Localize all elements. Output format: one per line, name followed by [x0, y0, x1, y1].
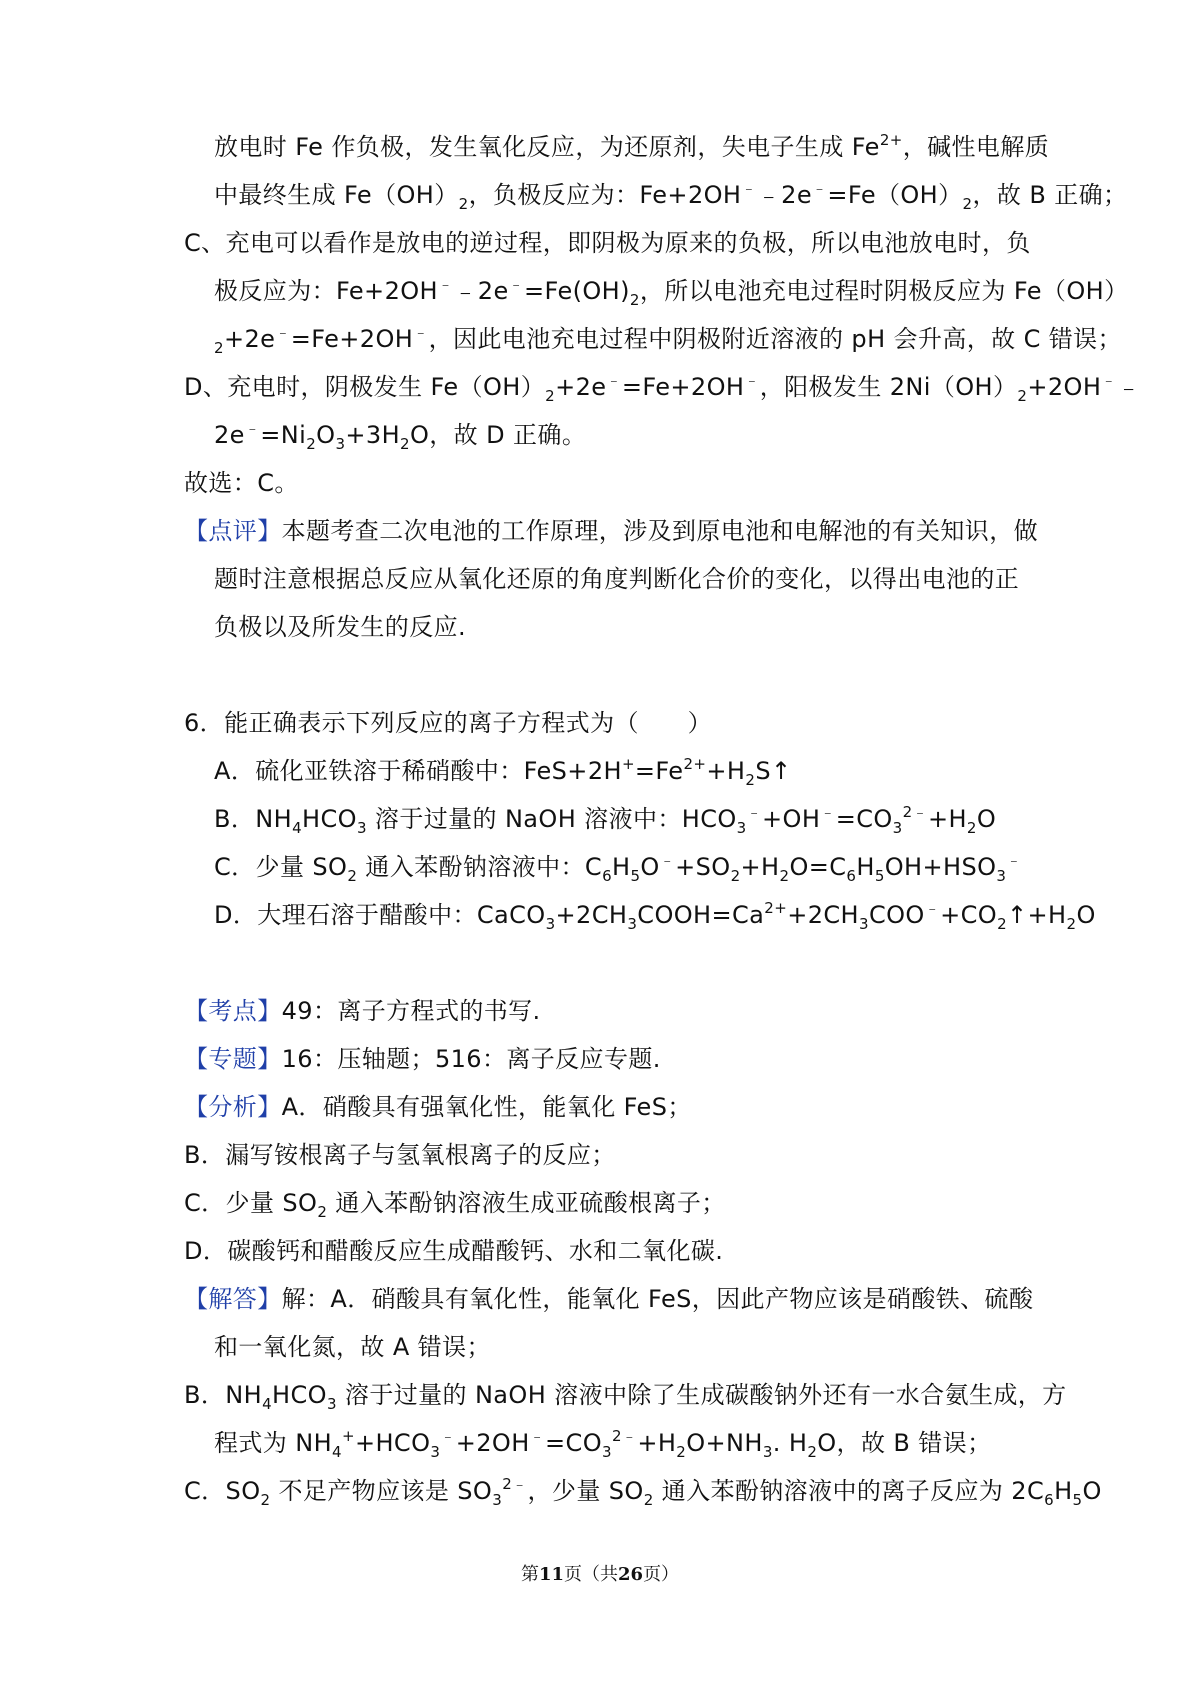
section-tag: 【分析】	[184, 1093, 282, 1121]
sub-text: 4	[262, 1395, 273, 1413]
sup-text: ﹣	[606, 371, 622, 389]
jieda-line-1	[184, 1284, 1033, 1314]
b-line-1	[214, 132, 1049, 162]
text-run: O	[976, 805, 997, 833]
d-line-2	[214, 419, 587, 453]
text-run: +OH	[762, 805, 821, 833]
sub-text: 5	[874, 867, 885, 885]
text-run: O	[1082, 1477, 1102, 1505]
sup-text: ﹣	[275, 323, 291, 341]
text-run: +2CH	[787, 901, 859, 929]
text-run: COOH=Ca	[637, 901, 765, 929]
sup-text: ﹣	[741, 179, 757, 197]
text-run: +HCO	[354, 1429, 431, 1457]
sub-text: 2	[545, 387, 556, 405]
text-run: O	[316, 421, 336, 449]
sub-text: 2	[779, 867, 790, 885]
sub-text: 3	[736, 819, 747, 837]
sub-text: 2	[966, 819, 977, 837]
sup-text: ﹣	[812, 179, 828, 197]
sup-text: 2﹣	[611, 1427, 638, 1445]
footer-middle: 页（共	[564, 1564, 618, 1585]
sub-text: 3	[335, 435, 346, 453]
option-b	[214, 803, 997, 837]
sub-text: 2	[458, 195, 469, 213]
comment-line-2	[214, 564, 1019, 594]
sup-text: 2+	[879, 131, 903, 149]
fenxi-line	[184, 1092, 692, 1122]
sub-text: 6	[1044, 1491, 1055, 1509]
sup-text: ﹣	[746, 803, 763, 821]
text-run: 溶于过量的 NaOH 溶液中除了生成碳酸钠外还有一水合氨生成，方	[336, 1381, 1067, 1409]
text-run: C．SO	[184, 1477, 261, 1505]
text-run: B．漏写铵根离子与氢氧根离子的反应；	[184, 1141, 616, 1169]
c-line-3	[214, 323, 1122, 357]
text-run: C、充电可以看作是放电的逆过程，即阴极为原来的负极，所以电池放电时，负	[184, 229, 1031, 257]
text-run: O=C	[789, 853, 847, 881]
kaodian-line	[184, 996, 541, 1026]
section-tag: 【考点】	[184, 997, 282, 1025]
sup-text: ﹣	[659, 851, 676, 869]
sup-text: ﹣	[508, 275, 525, 293]
text-run: H	[1054, 1477, 1073, 1505]
text-run: =Fe	[634, 757, 684, 785]
text-run: OH+HSO	[884, 853, 997, 881]
sup-text: ﹣	[529, 1427, 546, 1445]
sup-text: ﹣	[413, 323, 429, 341]
c-line-1	[184, 228, 1031, 258]
footer-total-pages: 26	[618, 1564, 644, 1585]
sup-text: 2+	[683, 755, 707, 773]
sup-text: +	[341, 1427, 355, 1445]
text-run: +H	[637, 1429, 677, 1457]
sup-text: ﹣	[924, 899, 941, 917]
text-run: =CO	[545, 1429, 603, 1457]
sup-text: ﹣	[1006, 851, 1022, 869]
question-6-stem	[184, 708, 712, 738]
text-run: =Fe（OH）	[827, 181, 963, 209]
sub-text: 6	[846, 867, 857, 885]
sub-text: 3	[430, 1443, 441, 1461]
sub-text: 2	[1017, 387, 1028, 405]
text-run: +H	[740, 853, 780, 881]
sub-text: 3	[492, 1491, 503, 1509]
text-run: . H	[772, 1429, 808, 1457]
text-run: H	[856, 853, 875, 881]
text-run: 49：离子方程式的书写.	[281, 997, 541, 1025]
text-run: +H	[706, 757, 746, 785]
text-run: A．硫化亚铁溶于稀硝酸中：FeS+2H	[214, 757, 622, 785]
jieda-c-1	[184, 1475, 1102, 1509]
option-d	[214, 899, 1096, 933]
text-run: COO	[868, 901, 925, 929]
text-run: 通入苯酚钠溶液中的离子反应为 2C	[653, 1477, 1045, 1505]
sub-text: 2	[306, 435, 317, 453]
text-run: +2OH	[455, 1429, 530, 1457]
answer-line	[184, 468, 299, 498]
text-run: =Fe+2OH	[290, 325, 414, 353]
text-run: 解：A．硝酸具有氧化性，能氧化 FeS，因此产物应该是硝酸铁、硫酸	[281, 1285, 1034, 1313]
text-run: +H	[927, 805, 967, 833]
sup-text: +	[621, 755, 635, 773]
text-run: ，因此电池充电过程中阴极附近溶液的 pH 会升高，故 C 错误；	[428, 325, 1122, 353]
sub-text: 3	[326, 1395, 337, 1413]
text-run: =Ni	[260, 421, 307, 449]
sub-text: 2	[962, 195, 973, 213]
text-run: +2CH	[555, 901, 628, 929]
footer-prefix: 第	[520, 1564, 539, 1585]
sub-text: 2	[347, 867, 358, 885]
sub-text: 3	[996, 867, 1007, 885]
sub-text: 3	[545, 915, 556, 933]
sup-text: ﹣	[437, 275, 454, 293]
sub-text: 3	[356, 819, 367, 837]
zhuanti-line	[184, 1044, 661, 1074]
sub-text: 6	[602, 867, 613, 885]
text-run: +2e	[555, 373, 607, 401]
sub-text: 2	[997, 915, 1008, 933]
sub-text: 4	[332, 1443, 342, 1461]
text-run: B．NH	[214, 805, 293, 833]
sup-text: ﹣	[1101, 371, 1117, 389]
text-run: 2e	[214, 421, 245, 449]
text-run: =Fe(OH)	[524, 277, 630, 305]
text-run: 通入苯酚钠溶液生成亚硫酸根离子；	[327, 1189, 726, 1217]
sub-text: 3	[762, 1443, 773, 1461]
text-run: ，阳极发生 2Ni（OH）	[759, 373, 1018, 401]
footer-suffix: 页）	[643, 1564, 680, 1585]
sub-text: 2	[745, 771, 756, 789]
text-run: =Fe+2OH	[621, 373, 745, 401]
text-run: ﹣2e	[756, 181, 813, 209]
text-run: S↑	[755, 757, 792, 785]
text-run: C．少量 SO	[214, 853, 348, 881]
b-line-2	[214, 179, 1128, 213]
sub-text: 3	[627, 915, 638, 933]
comment-line-1	[184, 516, 1038, 546]
text-run: 题时注意根据总反应从氧化还原的角度判断化合价的变化，以得出电池的正	[214, 565, 1020, 593]
text-run: ，负极反应为：Fe+2OH	[468, 181, 742, 209]
text-run: 6．能正确表示下列反应的离子方程式为（ ）	[184, 709, 713, 737]
text-run: 16：压轴题；516：离子反应专题.	[281, 1045, 661, 1073]
jieda-b-1	[184, 1380, 1067, 1413]
sub-text: 2	[643, 1491, 654, 1509]
text-run: D．碳酸钙和醋酸反应生成醋酸钙、水和二氧化碳.	[184, 1237, 724, 1265]
text-run: D、充电时，阴极发生 Fe（OH）	[184, 373, 546, 401]
fenxi-b	[184, 1140, 616, 1170]
text-run: C．少量 SO	[184, 1189, 318, 1217]
text-run: ，少量 SO	[527, 1477, 644, 1505]
text-run: H	[612, 853, 631, 881]
sup-text: ﹣	[440, 1427, 456, 1445]
text-run: =CO	[835, 805, 893, 833]
text-run: 中最终生成 Fe（OH）	[214, 181, 459, 209]
text-run: ，故 B 正确；	[972, 181, 1128, 209]
text-run: 溶于过量的 NaOH 溶液中：HCO	[366, 805, 737, 833]
sub-text: 3	[602, 1443, 612, 1461]
option-a	[214, 755, 792, 789]
text-run: O	[1076, 901, 1096, 929]
text-run: 极反应为：Fe+2OH	[214, 277, 438, 305]
jieda-line-2	[214, 1332, 491, 1362]
sub-text: 2	[400, 435, 410, 453]
text-run: +SO	[675, 853, 731, 881]
text-run: +2e	[223, 325, 276, 353]
sub-text: 4	[292, 819, 303, 837]
section-tag: 【点评】	[184, 517, 282, 545]
text-run: 通入苯酚钠溶液中：C	[357, 853, 603, 881]
text-run: ﹣	[1116, 373, 1142, 401]
text-run: O，故 B 错误；	[817, 1429, 992, 1457]
section-tag: 【专题】	[184, 1045, 282, 1073]
section-tag: 【解答】	[184, 1285, 282, 1313]
fenxi-c	[184, 1188, 726, 1221]
sup-text: ﹣	[244, 419, 261, 437]
sub-text: 2	[1066, 915, 1077, 933]
sub-text: 2	[807, 1443, 818, 1461]
footer-page-number: 11	[538, 1564, 564, 1585]
sub-text: 2	[214, 339, 224, 357]
sup-text: 2+	[764, 899, 788, 917]
text-run: B．NH	[184, 1381, 263, 1409]
text-run: ↑+H	[1007, 901, 1067, 929]
sup-text: ﹣	[744, 371, 760, 389]
sub-text: 5	[1072, 1491, 1083, 1509]
text-run: +2OH	[1027, 373, 1102, 401]
sup-text: 2﹣	[502, 1475, 528, 1493]
sup-text: 2﹣	[902, 803, 928, 821]
text-run: 本题考查二次电池的工作原理，涉及到原电池和电解池的有关知识，做	[281, 517, 1039, 545]
text-run: A．硝酸具有强氧化性，能氧化 FeS；	[281, 1093, 692, 1121]
sub-text: 5	[630, 867, 641, 885]
text-run: O+NH	[686, 1429, 763, 1457]
sup-text: ﹣	[820, 803, 836, 821]
sub-text: 3	[858, 915, 869, 933]
text-run: ﹣2e	[453, 277, 509, 305]
text-run: 程式为 NH	[214, 1429, 333, 1457]
text-run: O，故 D 正确。	[409, 421, 587, 449]
sub-text: 3	[892, 819, 903, 837]
text-run: 不足产物应该是 SO	[270, 1477, 493, 1505]
text-run: HCO	[272, 1381, 327, 1409]
comment-line-3	[214, 612, 466, 642]
page-footer	[0, 1560, 1200, 1586]
text-run: +CO	[940, 901, 998, 929]
jieda-b-2	[214, 1427, 992, 1461]
text-run: ，所以电池充电过程时阴极反应为 Fe（OH）	[639, 277, 1129, 305]
option-c	[214, 851, 1022, 885]
sub-text: 2	[317, 1203, 328, 1221]
sub-text: 2	[730, 867, 741, 885]
text-run: HCO	[302, 805, 357, 833]
text-run: ，碱性电解质	[902, 133, 1050, 161]
text-run: O	[640, 853, 660, 881]
text-run: 放电时 Fe 作负极，发生氧化反应，为还原剂，失电子生成 Fe	[214, 133, 880, 161]
sub-text: 2	[260, 1491, 271, 1509]
fenxi-d	[184, 1236, 723, 1266]
c-line-2	[214, 275, 1129, 309]
text-run: 和一氧化氮，故 A 错误；	[214, 1333, 491, 1361]
sub-text: 2	[629, 291, 640, 309]
d-line-1	[184, 371, 1142, 405]
text-run: +3H	[345, 421, 401, 449]
text-run: 故选：C。	[184, 469, 299, 497]
sub-text: 2	[676, 1443, 687, 1461]
text-run: 负极以及所发生的反应.	[214, 613, 467, 641]
text-run: D．大理石溶于醋酸中：CaCO	[214, 901, 546, 929]
